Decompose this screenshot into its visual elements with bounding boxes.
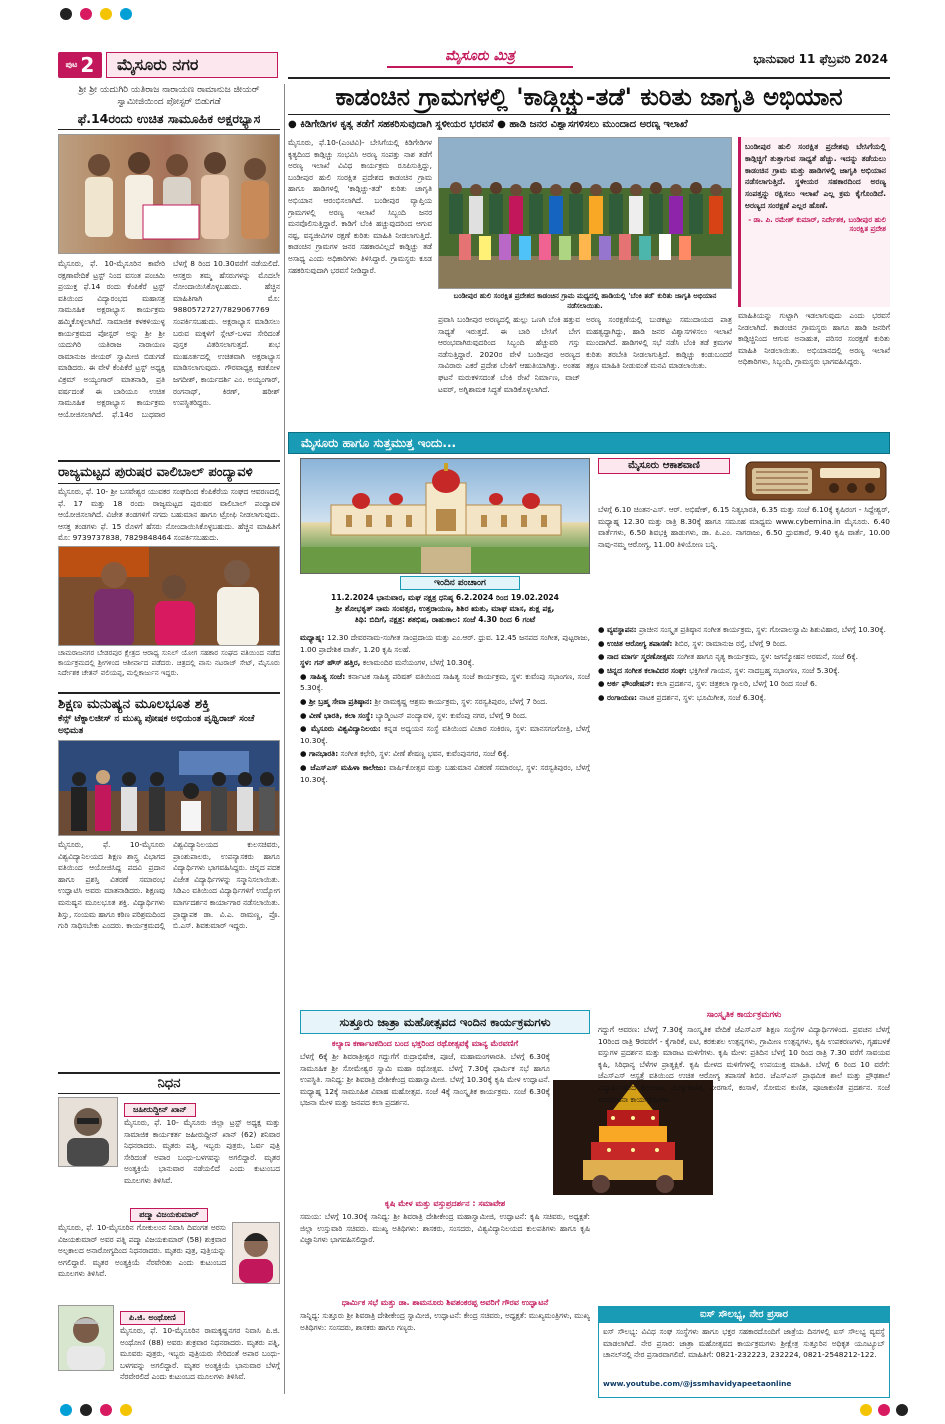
suttur-story-2 [300, 1196, 590, 1394]
event-title: ● ವ್ಯವಸ್ಥಾಪನ: [598, 625, 637, 634]
lead-continued-3: ಮಾಹಿತಿಯನ್ನು ಗುಟ್ಟಾಗಿ ಇಡಲಾಗುವುದು ಎಂದು ಭರವಸೆ ನೀಡಲಾಗಿದೆ. ಕಾಡಂಚಿನ ಗ್ರಾಮಸ್ಥರು ಹಾಗೂ ಹಾಡಿ ಜನರಿಗೆ ಕಾಡ್ಗಿಚ್ಚಿನಿಂದ ಆಗುವ ಅನಾಹುತ, ಪರಿಸರ ಸಂರಕ್ಷಣೆ ಕುರಿತು ಮಾಹಿತಿ ನೀಡಲಾಯಿತು. ಅಭಿಯಾನದಲ್ಲಿ ಅರಣ್ಯ ಇಲಾಖೆ ಅಧಿಕಾರಿಗಳು, ಸಿಬ್ಬಂದಿ, ಗ್ರಾಮಸ್ಥರು ಭಾಗವಹಿಸಿದ್ದರು. [738, 311, 890, 367]
event-title: ● ರಂಗಾಯಣ: [598, 692, 637, 702]
live-broadcast-text: ಐಸ್ ಸೌಲಭ್ಯ: ವಿವಿಧ ಸಂಘ ಸಂಸ್ಥೆಗಳು ಹಾಗೂ ಭಕ್ತರ ಸಹಕಾರದೊಂದಿಗೆ ಜಾತ್ರೆಯ ದಿನಗಳಲ್ಲಿ ಐಸ್ ಸೌಲಭ್ಯ ವ್ಯವಸ್ಥೆ ಮಾಡಲಾಗಿದೆ. ನೇರ ಪ್ರಸಾರ: ಜಾತ್ರಾ ಮಹೋತ್ಸವದ ಕಾರ್ಯಕ್ರಮಗಳು ಶ್ರೀಕ್ಷೇತ್ರ ಸುತ್ತೂರಿನ ಅಧಿಕೃತ ಯೂಟ್ಯೂಬ್ ಚಾನಲ್‌ನಲ್ಲಿ ನೇರ ಪ್ರಸಾರವಾಗಲಿವೆ. ಮಾಹಿತಿಗೆ: 0821-232223, 232224, 0821-2548212-122. [603, 1327, 885, 1360]
registration-mark-icon [60, 8, 72, 20]
obituary-text: ಮೈಸೂರು, ಫೆ. 10-ಮೈಸೂರಿನ ಗೋಕುಲಂನ ನಿವಾಸಿ ದಿವಂಗತ ಅರಸು ವಿಜಯಕುಮಾರ್ ಅವರ ಪತ್ನಿ ಪದ್ಮಾ ವಿಜಯಕುಮಾರ್ (58) ಶುಕ್ರವಾರ ಅಲ್ಪಕಾಲದ ಅನಾರೋಗ್ಯದಿಂದ ನಿಧನರಾದರು. ಮೃತರು ಪುತ್ರ, ಪುತ್ರಿಯನ್ನು ಅಗಲಿದ್ದಾರೆ. ಮೃತರ ಅಂತ್ಯಕ್ರಿಯೆ ನೆರವೇರಿತು ಎಂದು ಕುಟುಂಬದ ಮೂಲಗಳು ತಿಳಿಸಿವೆ. [58, 1223, 226, 1279]
obituary-title: ನಿಧನ [58, 1072, 280, 1094]
obituary-photo [58, 1305, 114, 1371]
obituary-name: ಜಹೀರುದ್ದೀನ್ ಖಾನ್ [124, 1103, 196, 1117]
event-title: ● ನಾದ ಮಾರ್ಗ ಸ್ಮರಣೋತ್ಸವ: [598, 652, 675, 662]
left-column [58, 84, 280, 1395]
events-right-column [598, 624, 890, 1006]
panchanga-details [300, 592, 590, 625]
event-text: ಸಂಗೀತ ಕಛೇರಿ, ಸ್ಥಳ: ವೀಣೆ ಶೇಷಣ್ಣ ಭವನ, ಕುವೆಂಪುನಗರ, ಸಂಜೆ 6ಕ್ಕೆ. [340, 749, 510, 759]
lead-continued-1: ಪ್ರವಾಸಿ ಬಂಡೀಪುರ ಅರಣ್ಯದಲ್ಲಿ ಹುಲ್ಲು ಒಣಗಿ ಬೆಂಕಿ ಹತ್ತುವ ಸಾಧ್ಯತೆ ಇರುತ್ತದೆ. ಈ ಬಾರಿ ಬೇಸಿಗೆ ಬೇಗ ಆರಂಭವಾಗಿರುವುದರಿಂದ ಸಿಬ್ಬಂದಿ ಹೆಚ್ಚುವರಿ ಗಸ್ತು ನಡೆಸುತ್ತಿದ್ದಾರೆ. 2020ರ ವೇಳೆ ಬಂಡೀಪುರ ಅರಣ್ಯದ ಸಾವಿರಾರು ಎಕರೆ ಪ್ರದೇಶ ಬೆಂಕಿಗೆ ಆಹುತಿಯಾಗಿತ್ತು. ಅಂತಹ ಘಟನೆ ಮರುಕಳಿಸದಂತೆ ಬೆಂಕಿ ರೇಖೆ ನಿರ್ಮಾಣ, ವಾಚ್ ಟವರ್, ಅಗ್ನಿಶಾಮಕ ಸಿದ್ಧತೆ ಮಾಡಿಕೊಳ್ಳಲಾಗಿದೆ. [438, 315, 580, 394]
event-text: ಕರ್ನಾಟಕ ಸಾಹಿತ್ಯ ಪರಿಷತ್ ವತಿಯಿಂದ ಸಾಹಿತ್ಯ ಸಂಜೆ ಕಾರ್ಯಕ್ರಮ, ಸ್ಥಳ: ಕುವೆಂಪು ಸಭಾಂಗಣ, ಸಂಜೆ 5.30ಕ್ಕೆ. [300, 671, 590, 693]
suttur-subhead: ಕಲ್ಯಾಣ ಕರ್ಣಾಟಕದಿಂದ ಬಂದ ಭಕ್ತರಿಂದ ರಥೋತ್ಸವಕ್ಕೆ ಮಾನ್ಯ ಮೆರವಣಿಗೆ [331, 1039, 519, 1048]
live-broadcast-title: ಐಸ್ ಸೌಲಭ್ಯ, ನೇರ ಪ್ರಸಾರ [599, 1307, 889, 1323]
lead-photo [438, 137, 732, 289]
event-text: ನಾಟಕ ಪ್ರದರ್ಶನ, ಸ್ಥಳ: ಭೂಮಿಗೀತ, ಸಂಜೆ 6.30ಕ್ಕೆ. [639, 692, 767, 702]
event-text: ಶ್ರೀ ರಾಮಕೃಷ್ಣ ಆಶ್ರಮ ಕಾರ್ಯಕ್ರಮ, ಸ್ಥಳ: ಸರಸ್ವತಿಪುರಂ, ಬೆಳಗ್ಗೆ 7 ರಿಂದ. [374, 696, 548, 706]
akshara-headline: ಫೆ.14ರಂದು ಉಚಿತ ಸಾಮೂಹಿಕ ಅಕ್ಷರಭ್ಯಾಸ [58, 111, 280, 130]
event-item [598, 665, 890, 677]
event-title: ● ಜೆಎಸ್ಎಸ್ ಮಹಿಳಾ ಕಾಲೇಜು: [300, 762, 387, 772]
obituary-photo [232, 1222, 280, 1284]
event-title: ಮಧ್ಯಾಹ್ನ: [300, 633, 325, 642]
registration-mark-icon [878, 1404, 890, 1416]
event-title: ● ಶ್ರೀ ಬ್ರಹ್ಮ ಸೇವಾ ಪ್ರತಿಷ್ಠಾನ: [300, 696, 373, 706]
event-title: ● ಮೈಸೂರು ವಿಶ್ವವಿದ್ಯಾನಿಲಯ: [300, 724, 381, 734]
volleyball-photo-illustration [59, 547, 280, 646]
event-item [598, 692, 890, 704]
obituary-text: ಮೈಸೂರು, ಫೆ. 10- ಮೈಸೂರು ಜಿಲ್ಲಾ ಟ್ರಸ್ಟ್ ಅಧ್ಯಕ್ಷ ಮತ್ತು ಸಾಮಾಜಿಕ ಕಾರ್ಯಕರ್ತ ಜಹೀರುದ್ದೀನ್ ಖಾನ್ (62) ಶನಿವಾರ ನಿಧನರಾದರು. ಮೃತರು ಪತ್ನಿ, ಇಬ್ಬರು ಪುತ್ರರು, ಓರ್ವ ಪುತ್ರಿ ಸೇರಿದಂತೆ ಅಪಾರ ಬಂಧು-ಬಳಗವನ್ನು ಅಗಲಿದ್ದಾರೆ. ಮೃತರ ಅಂತ್ಯಕ್ರಿಯೆ ಭಾನುವಾರ ನಡೆಯಲಿದೆ ಎಂದು ಕುಟುಂಬದ ಮೂಲಗಳು ತಿಳಿಸಿವೆ. [124, 1118, 280, 1185]
event-item [300, 632, 590, 655]
event-title: ● ಉಚಿತ ಆರೋಗ್ಯ ತಪಾಸಣೆ: [598, 638, 673, 648]
event-item [300, 748, 590, 760]
registration-mark-icon [896, 1404, 908, 1416]
event-item [300, 723, 590, 746]
volleyball-body: ಮೈಸೂರು, ಫೆ. 10- ಶ್ರೀ ಬಸವೇಶ್ವರ ಯುವಕರ ಸಂಘದಿಂದ ಕೆಂಪಿಕೆರೆಯ ಸಂಘದ ಆವರಣದಲ್ಲಿ ಫೆ. 17 ಮತ್ತು 18 ರಂದು ರಾಜ್ಯಮಟ್ಟದ ಪುರುಷರ ವಾಲಿಬಾಲ್ ಪಂದ್ಯಾವಳಿ ಆಯೋಜಿಸಲಾಗಿದೆ. ವಿಜೇತ ತಂಡಗಳಿಗೆ ನಗದು ಬಹುಮಾನ ಹಾಗೂ ಟ್ರೋಫಿ ನೀಡಲಾಗುವುದು. ಆಸಕ್ತ ತಂಡಗಳು ಫೆ. 15 ರೊಳಗೆ ಹೆಸರು ನೋಂದಾಯಿಸಿಕೊಳ್ಳಬಹುದು. ಹೆಚ್ಚಿನ ಮಾಹಿತಿಗೆ ಮೊ: 9739737838, 7829848464 ಸಂಪರ್ಕಿಸಬಹುದು. [58, 487, 280, 543]
page-label: ಪುಟ [65, 60, 78, 69]
registration-mark-icon [60, 1404, 72, 1416]
suttur-subhead: ಕೃಷಿ ಮೇಳ ಮತ್ತು ವಸ್ತುಪ್ರದರ್ಶನ : ಸಮಾವೇಶ [384, 1199, 506, 1208]
panchanga-line: ತಿಥಿ: ಬಿದಿಗೆ, ನಕ್ಷತ್ರ: ಶತಭಿಷ, ರಾಹುಕಾಲ: ಸಂಜೆ 4.30 ರಿಂದ 6 ಗಂಟೆ [354, 615, 536, 624]
suttur-story [300, 1036, 550, 1163]
volleyball-photo [58, 546, 280, 646]
event-text: ಬ್ಯಾಡ್ಮಿಂಟನ್ ಪಂದ್ಯಾವಳಿ, ಸ್ಥಳ: ಕುವೆಂಪು ನಗರ, ಬೆಳಗ್ಗೆ 9 ರಿಂದ. [375, 710, 528, 720]
radio-schedule: ಬೆಳಗ್ಗೆ 6.10 ಚಿಂತನ-ಎಸ್. ಆರ್. ಅಭಿಷೇಕ್, 6.15 ನಿತ್ಯಭಾರತಿ, 6.35 ಮತ್ತು ಸಂಜೆ 6.10ಕ್ಕೆ ಕೃಷಿರಂಗ - ಸಿದ್ದೇಶ್ವರ್, ಮಧ್ಯಾಹ್ನ 12.30 ಮತ್ತು ರಾತ್ರಿ 8.30ಕ್ಕೆ ಹಾಗೂ ಸಮೂಹ ಮಾಧ್ಯಮ www.cybemina.in ಮೈಸೂರು. 6.40 ವಾರ್ತೆಗಳು, 6.50 ಶಿವಭಕ್ತಿ ಹಾಡುಗಳು, ಡಾ. ಪಿ.ಎಂ. ನಾಗರಾಜು, 6.50 ಧ್ರುವತಾರೆ, 9.40 ಕೃಷಿ ವಾರ್ತೆ, 10.00 ನಾವು-ನಮ್ಮ ಆರೋಗ್ಯ, 11.00 ತಿಳಿಯೋಣ ಬನ್ನಿ. [598, 505, 890, 549]
event-item [300, 696, 590, 708]
registration-mark-icon [80, 8, 92, 20]
lead-quote-signature: - ಡಾ. ಪಿ. ರಮೇಶ್ ಕುಮಾರ್, ನಿರ್ದೇಶಕ, ಬಂಡೀಪುರ ಹುಲಿ ಸಂರಕ್ಷಿತ ಪ್ರದೇಶ [748, 215, 886, 233]
lead-photo-illustration [439, 138, 732, 289]
dateline: ಭಾನುವಾರ 11 ಫೆಬ್ರವರಿ 2024 [753, 52, 888, 66]
obituary-entry [58, 1305, 280, 1395]
event-text: 12.30 ದೇವರನಾಮ-ಸಂಗೀತ ಸಾಂಪ್ರದಾಯ ಮತ್ತು ಎಂ.ಆರ್. ಧ್ರುವ. 12.45 ಜನಪದ ಸಂಗೀತ, ಪುಟ್ಟರಾಜು, 1.00 ಪ್ರಾದೇಶಿಕ ವಾರ್ತೆ, 1.20 ಕೃಷಿ ಸಲಹೆ. [300, 633, 590, 654]
radio-title: ಮೈಸೂರು ಆಕಾಶವಾಣಿ [598, 458, 730, 474]
event-item [300, 710, 590, 722]
events-left-column [300, 632, 590, 1006]
panchanga-label: ಇಂದಿನ ಪಂಚಾಂಗ [400, 576, 520, 590]
registration-mark-icon [120, 1404, 132, 1416]
lead-headline: ಕಾಡಂಚಿನ ಗ್ರಾಮಗಳಲ್ಲಿ 'ಕಾಡ್ಗಿಚ್ಚು-ತಡೆ' ಕುರಿತು ಜಾಗೃತಿ ಅಭಿಯಾನ [288, 77, 890, 115]
event-item [598, 678, 890, 690]
lead-quote-box [738, 137, 890, 307]
panchanga-line: ಶ್ರೀ ಶೋಭಕೃತ್ ನಾಮ ಸಂವತ್ಸರ, ಉತ್ತರಾಯಣ, ಶಿಶಿರ ಋತು, ಮಾಘ ಮಾಸ, ಶುಕ್ಲ ಪಕ್ಷ, [335, 604, 555, 613]
palace-illustration [301, 459, 590, 574]
education-body: ಮೈಸೂರು, ಫೆ. 10-ಮೈಸೂರು ವಿಶ್ವವಿದ್ಯಾನಿಲಯದ ಶಿಕ್ಷಣ ಶಾಸ್ತ್ರ ವಿಭಾಗದ ವತಿಯಿಂದ ಆಯೋಜಿಸಿದ್ದ ಪದವಿ ಪ್ರದಾನ ಹಾಗೂ ಪ್ರಶಸ್ತಿ ವಿತರಣೆ ಸಮಾರಂಭ ಉದ್ಘಾಟಿಸಿ ಅವರು ಮಾತನಾಡಿದರು. ಶಿಕ್ಷಣವು ಮನುಷ್ಯನ ಮೂಲಭೂತ ಶಕ್ತಿ. ವಿದ್ಯಾರ್ಥಿಗಳು ಶಿಸ್ತು, ಸಂಯಮ ಹಾಗೂ ಕಠಿಣ ಪರಿಶ್ರಮದಿಂದ ಗುರಿ ಸಾಧಿಸಬೇಕು ಎಂದರು. ಕಾರ್ಯಕ್ರಮದಲ್ಲಿ ವಿಶ್ವವಿದ್ಯಾನಿಲಯದ ಕುಲಸಚಿವರು, ಪ್ರಾಂಶುಪಾಲರು, ಉಪನ್ಯಾಸಕರು ಹಾಗೂ ವಿದ್ಯಾರ್ಥಿಗಳು ಭಾಗವಹಿಸಿದ್ದರು. ಚಿನ್ನದ ಪದಕ ವಿಜೇತ ವಿದ್ಯಾರ್ಥಿಗಳನ್ನು ಸನ್ಮಾನಿಸಲಾಯಿತು. ಸಿಡಿಎಂ ವತಿಯಿಂದ ವಿದ್ಯಾರ್ಥಿಗಳಿಗೆ ಉದ್ಯೋಗ ಮಾರ್ಗದರ್ಶನ ಕಾರ್ಯಾಗಾರ ನಡೆಸಲಾಯಿತು. ಪ್ರಾಧ್ಯಾಪಕ ಡಾ. ವಿ.ಎ. ರಾಮಣ್ಣ, ಪ್ರೊ. ಬಿ.ಎಸ್. ಶಿವಕುಮಾರ್ ಇದ್ದರು. [58, 840, 280, 931]
registration-mark-icon [80, 1404, 92, 1416]
event-text: ವಾರ್ಷಿಕೋತ್ಸವ ಮತ್ತು ಬಹುಮಾನ ವಿತರಣೆ ಸಮಾರಂಭ, ಸ್ಥಳ: ಸರಸ್ವತಿಪುರಂ, ಬೆಳಗ್ಗೆ 10.30ಕ್ಕೆ. [300, 762, 590, 784]
event-text: ಪ್ರಾಚೀನ ಸಂಸ್ಕೃತ ಪ್ರತಿಷ್ಠಾನ ಸಂಗೀತ ಕಾರ್ಯಕ್ರಮ, ಸ್ಥಳ: ಗೋಪಾಲಸ್ವಾಮಿ ಶಿಶುವಿಹಾರ, ಬೆಳಗ್ಗೆ 10.30ಕ್ಕೆ. [638, 625, 886, 634]
lead-photo-caption: ಬಂಡೀಪುರ ಹುಲಿ ಸಂರಕ್ಷಿತ ಪ್ರದೇಶದ ಕಾಡಂಚಿನ ಗ್ರಾಮ ಮಧ್ಯದಲ್ಲಿ ಹಾಡಿಯಲ್ಲಿ 'ಬೆಂಕಿ ತಡೆ' ಕುರಿತು ಜಾಗೃತಿ ಅಭಿಯಾನ ನಡೆಸಲಾಯಿತು. [453, 292, 717, 310]
youtube-link[interactable]: www.youtube.com/@jssmhavidyapeetaonline [603, 1379, 792, 1388]
live-broadcast-box [598, 1306, 890, 1398]
event-text: ಶಿಬಿರ, ಸ್ಥಳ: ರಾಮಾನುಜ ರಸ್ತೆ, ಬೆಳಗ್ಗೆ 9 ರಿಂದ. [674, 638, 788, 648]
lead-quote: ಬಂಡೀಪುರ ಹುಲಿ ಸಂರಕ್ಷಿತ ಪ್ರದೇಶವು ಬೇಸಿಗೆಯಲ್ಲಿ ಕಾಡ್ಗಿಚ್ಚಿಗೆ ತುತ್ತಾಗುವ ಸಾಧ್ಯತೆ ಹೆಚ್ಚು. ಇದನ್ನು ತಡೆಯಲು ಕಾಡಂಚಿನ ಗ್ರಾಮ ಮತ್ತು ಹಾಡಿಗಳಲ್ಲಿ ಜಾಗೃತಿ ಅಭಿಯಾನ ನಡೆಸಲಾಗುತ್ತಿದೆ. ಸ್ಥಳೀಯರ ಸಹಕಾರದಿಂದ ಅರಣ್ಯ ಸಂಪತ್ತನ್ನು ರಕ್ಷಿಸಲು ಇಲಾಖೆ ಎಲ್ಲ ಕ್ರಮ ಕೈಗೊಂಡಿದೆ. ಅರಣ್ಯದ ಸಂರಕ್ಷಣೆ ಎಲ್ಲರ ಹೊಣೆ. [745, 142, 886, 210]
obituary-name: ಪಿ.ಜಿ. ಅಂಥೋಣಿ [120, 1311, 185, 1325]
event-item [300, 762, 590, 785]
registration-mark-icon [120, 8, 132, 20]
event-title: ● ಚಿನ್ನದ ಸಂಗೀತ ಕಲಾವಿದರ ಸಂಘ: [598, 665, 687, 675]
event-text: ಕಲಾಮಂದಿರ ಮನೆಯಂಗಳ, ಬೆಳಗ್ಗೆ 10.30ಕ್ಕೆ. [362, 658, 475, 668]
newspaper-name: ಮೈಸೂರು ಮಿತ್ರ [387, 48, 573, 68]
education-photo-illustration [59, 741, 280, 836]
event-item [598, 638, 890, 650]
palace-photo [300, 458, 590, 574]
event-item [300, 657, 590, 669]
registration-mark-icon [860, 1404, 872, 1416]
registration-mark-icon [100, 1404, 112, 1416]
akshara-photo-illustration [59, 135, 280, 254]
event-text: ಸಂಗೀತ ಹಾಗೂ ನೃತ್ಯ ಕಾರ್ಯಕ್ರಮ, ಸ್ಥಳ: ಜಗನ್ಮೋಹನ ಅರಮನೆ, ಸಂಜೆ 6ಕ್ಕೆ. [676, 652, 859, 662]
obituary-text: ಮೈಸೂರು, ಫೆ. 10-ಮೈಸೂರಿನ ರಾಮಕೃಷ್ಣನಗರ ನಿವಾಸಿ ಪಿ.ಜಿ. ಅಂಥೋಣಿ (88) ಅವರು ಶುಕ್ರವಾರ ನಿಧನರಾದರು. ಮೃತರು ಪತ್ನಿ, ಮೂವರು ಪುತ್ರರು, ಇಬ್ಬರು ಪುತ್ರಿಯರು ಸೇರಿದಂತೆ ಅಪಾರ ಬಂಧು-ಬಳಗವನ್ನು ಅಗಲಿದ್ದಾರೆ. ಮೃತರ ಅಂತ್ಯಕ್ರಿಯೆ ಭಾನುವಾರ ಬೆಳಗ್ಗೆ ನೆರವೇರಲಿದೆ ಎಂದು ಕುಟುಂಬದ ಮೂಲಗಳು ತಿಳಿಸಿವೆ. [120, 1326, 280, 1382]
programs-headline: ಸಾಂಸ್ಕೃತಿಕ ಕಾರ್ಯಕ್ರಮಗಳು [706, 1010, 782, 1020]
page-number-badge [58, 52, 102, 78]
obituary-photo [58, 1097, 118, 1167]
today-section-band: ಮೈಸೂರು ಹಾಗೂ ಸುತ್ತಮುತ್ತ ಇಂದು... [288, 432, 890, 454]
education-headline: ಶಿಕ್ಷಣ ಮನುಷ್ಯನ ಮೂಲಭೂತ ಶಕ್ತಿ [58, 692, 280, 713]
section-title: ಮೈಸೂರು ನಗರ [106, 52, 278, 78]
suttur-subhead: ಧಾರ್ಮಿಕ ಸಭೆ ಮತ್ತು ಡಾ. ಶಾಮನೂರು ಶಿವಶಂಕರಪ್ಪ ಅವರಿಗೆ ಗೌರವ ಉದ್ಘಾಟನೆ [341, 1298, 549, 1307]
volleyball-headline: ರಾಜ್ಯಮಟ್ಟದ ಪುರುಷರ ವಾಲಿಬಾಲ್ ಪಂದ್ಯಾವಳಿ [58, 460, 280, 484]
programs-body: ಗದ್ದುಗೆ ಆವರಣ: ಬೆಳಗ್ಗೆ 7.30ಕ್ಕೆ ಸಾಂಸ್ಕೃತಿಕ ವೇದಿಕೆ ಜೆಎಸ್ಎಸ್ ಶಿಕ್ಷಣ ಸಂಸ್ಥೆಗಳ ವಿದ್ಯಾರ್ಥಿಗಳಿಂದ. ಪ್ರವಚನ ಬೆಳಗ್ಗೆ 10ರಿಂದ ರಾತ್ರಿ 9ರವರೆಗೆ - ಕೈಗಾರಿಕೆ, ಐಟಿ, ಕರಕುಶಲ ಉತ್ಪನ್ನಗಳು, ಗ್ರಾಮೀಣ ಉತ್ಪನ್ನಗಳು, ಕೃಷಿ ಉಪಕರಣಗಳು, ಗೃಹಬಳಕೆ ವಸ್ತುಗಳ ಪ್ರದರ್ಶನ ಮತ್ತು ಮಾರಾಟ ಮಳಿಗೆಗಳು. ಕೃಷಿ ಮೇಳ: ಪ್ರತಿದಿನ ಬೆಳಗ್ಗೆ 10 ರಿಂದ ರಾತ್ರಿ 7.30 ವರೆಗೆ ಸಾವಯವ ಕೃಷಿ, ಸಿರಿಧಾನ್ಯ ಬೆಳೆಗಳ ಪ್ರಾತ್ಯಕ್ಷಿಕೆ. ಕೃಷಿ ಮೇಳದ ಮಳಿಗೆಗಳಲ್ಲಿ ಉಪಯುಕ್ತ ಮಾಹಿತಿ. ಬೆಳಗ್ಗೆ 6 ರಿಂದ 10 ವರೆಗೆ: ಜೆಎಸ್ಎಸ್ ಆಸ್ಪತ್ರೆ ವತಿಯಿಂದ ಉಚಿತ ಆರೋಗ್ಯ ತಪಾಸಣೆ ಶಿಬಿರ. ಜೆಎಸ್ಎಸ್ ಪ್ರಾಥಮಿಕ ಶಾಲೆ ಮತ್ತು ಪ್ರೌಢಶಾಲೆ ವಿದ್ಯಾರ್ಥಿಗಳಿಂದ ಕೋಲಾಟ, ಡೊಳ್ಳುಕುಣಿತ, ವೀರಗಾಸೆ, ಕಂಸಾಳೆ, ಸೋಮನ ಕುಣಿತ, ಪೂಜಾಕುಣಿತ ಪ್ರದರ್ಶನ. ಸಂಜೆ ಮನರಂಜನಾ ಕಾರ್ಯಕ್ರಮಗಳು. [598, 1025, 890, 1104]
event-title: ● ವೀಣೆ ಭಾರತಿ, ಕಲಾ ಸಂಸ್ಥೆ: [300, 710, 374, 720]
page-number: 2 [80, 53, 95, 77]
event-text: ಕಲಾ ಪ್ರದರ್ಶನ, ಸ್ಥಳ: ಚಿತ್ರಕಲಾ ಗ್ಯಾಲರಿ, ಬೆಳಗ್ಗೆ 10 ರಿಂದ ಸಂಜೆ 6. [656, 679, 818, 689]
volleyball-caption: ಚಾಮರಾಜನಗರ ಬೇಡರಪುರ ಕ್ಷೇತ್ರದ ಆರಾಧ್ಯ ಸುನಿಲ್ ಯೋಗ ಸಹಕಾರ ಸಂಘದ ವತಿಯಿಂದ ನಡೆದ ಕಾರ್ಯಕ್ರಮದಲ್ಲಿ ಶ್ರೀಗಳಿಂದ ಆಶೀರ್ವಾದ ಪಡೆದರು. ಚಿತ್ರದಲ್ಲಿ ವಾಸು ನಟರಾಜ್ ಸೇಟ್, ಮೈಸೂರು ನಿರ್ದೇಶಕ ಚೇತನ್ ವಲಿಯಪ್ಪ, ಮಲ್ಲಿಕಾರ್ಜುನ ಇದ್ದರು. [58, 649, 280, 677]
column-divider [284, 84, 285, 1394]
lead-continued-2: ಅರಣ್ಯ ಸಂರಕ್ಷಣೆಯಲ್ಲಿ ಬುಡಕಟ್ಟು ಸಮುದಾಯದ ಪಾತ್ರ ಮಹತ್ವದ್ದಾಗಿದ್ದು, ಹಾಡಿ ಜನರ ವಿಶ್ವಾಸಗಳಿಸಲು ಇಲಾಖೆ ಮುಂದಾಗಿದೆ. ಹಾಡಿಗಳಲ್ಲಿ ಸಭೆ ನಡೆಸಿ ಬೆಂಕಿ ತಡೆ ಕ್ರಮಗಳ ಕುರಿತು ತರಬೇತಿ ನೀಡಲಾಗುತ್ತಿದೆ. ಕಾಡ್ಗಿಚ್ಚು ಕಂಡುಬಂದರೆ ತಕ್ಷಣ ಮಾಹಿತಿ ನೀಡುವಂತೆ ಮನವಿ ಮಾಡಲಾಯಿತು. [586, 315, 732, 371]
suttur-headline: ಸುತ್ತೂರು ಜಾತ್ರಾ ಮಹೋತ್ಸವದ ಇಂದಿನ ಕಾರ್ಯಕ್ರಮಗಳು [300, 1010, 590, 1034]
lead-body: ಮೈಸೂರು, ಫೆ.10-(ಎಂಟಿವಿ)- ಬೇಸಿಗೆಯಲ್ಲಿ ಕಿಡಿಗೇಡಿಗಳ ಕೃತ್ಯದಿಂದ ಕಾಡ್ಗಿಚ್ಚು ಸಂಭವಿಸಿ ಅರಣ್ಯ ಸಂಪತ್ತು ನಾಶ ತಡೆಗೆ ಅರಣ್ಯ ಇಲಾಖೆ ವಿವಿಧ ಕಾರ್ಯಕ್ರಮ ರೂಪಿಸುತ್ತಿದ್ದು, ಬಂಡೀಪುರ ಹುಲಿ ಸಂರಕ್ಷಿತ ಪ್ರದೇಶದ ಕಾಡಂಚಿನ ಗ್ರಾಮ ಹಾಗೂ ಹಾಡಿಗಳಲ್ಲಿ 'ಕಾಡ್ಗಿಚ್ಚು-ತಡೆ' ಕುರಿತು ಜಾಗೃತಿ ಅಭಿಯಾನ ಆರಂಭಿಸಲಾಗಿದೆ. ಬಂಡೀಪುರ ವ್ಯಾಪ್ತಿಯ ಗ್ರಾಮಗಳಲ್ಲಿ ಅರಣ್ಯ ಇಲಾಖೆ ಸಿಬ್ಬಂದಿ ಜನರ ಮನವೊಲಿಸುತ್ತಿದ್ದಾರೆ. ಕಾಡಿಗೆ ಬೆಂಕಿ ಹಚ್ಚುವುದರಿಂದ ಆಗುವ ನಷ್ಟ, ವನ್ಯಜೀವಿಗಳ ರಕ್ಷಣೆ ಕುರಿತು ಮಾಹಿತಿ ನೀಡಲಾಗುತ್ತಿದೆ. ಕಾಡಂಚಿನ ಗ್ರಾಮಗಳ ಜನರ ಸಹಕಾರವಿಲ್ಲದೆ ಕಾಡ್ಗಿಚ್ಚು ತಡೆ ಅಸಾಧ್ಯ ಎಂದು ಅಧಿಕಾರಿಗಳು ತಿಳಿಸಿದ್ದಾರೆ. ಗ್ರಾಮಸ್ಥರು ಕೂಡ ಸಹಕರಿಸುವುದಾಗಿ ಭರವಸೆ ನೀಡಿದ್ದಾರೆ. [288, 138, 432, 275]
registration-mark-icon [100, 8, 112, 20]
lead-deck: ● ಕಿಡಿಗೇಡಿಗಳ ಕೃತ್ಯ ತಡೆಗೆ ಸಹಕರಿಸುವುದಾಗಿ ಸ್ಥಳೀಯರ ಭರವಸೆ ● ಹಾಡಿ ಜನರ ವಿಶ್ವಾಸಗಳಿಸಲು ಮುಂದಾದ ಅರಣ್ಯ ಇಲಾಖೆ [288, 119, 688, 130]
akshara-kicker: ಶ್ರೀ ಶ್ರೀ ಯದುಗಿರಿ ಯತಿರಾಜ ನಾರಾಯಣ ರಾಮಾನುಜ ಜೀಯರ್ ಸ್ವಾಮೀಜಿಯಿಂದ ಪೋಸ್ಟರ್ ಬಿಡುಗಡೆ [78, 85, 260, 107]
education-photo [58, 740, 280, 836]
radio-icon [742, 458, 890, 502]
panchanga-line: 11.2.2024 ಭಾನುವಾರ, ಮಘ ನಕ್ಷತ್ರ ಧನಿಷ್ಠ 6.2.2024 ರಿಂದ 19.02.2024 [331, 593, 559, 602]
event-text: ಕನ್ನಡ ಅಧ್ಯಯನ ಸಂಸ್ಥೆ ವತಿಯಿಂದ ವಿಚಾರ ಸಂಕಿರಣ, ಸ್ಥಳ: ಮಾನಸಗಂಗೋತ್ರಿ, ಬೆಳಗ್ಗೆ 10.30ಕ್ಕೆ. [300, 724, 590, 745]
akshara-photo [58, 134, 280, 254]
suttur-body: ಸಮಯ: ಬೆಳಗ್ಗೆ 10.30ಕ್ಕೆ ಸಾನಿಧ್ಯ: ಶ್ರೀ ಶಿವರಾತ್ರಿ ದೇಶೀಕೇಂದ್ರ ಮಹಾಸ್ವಾಮೀಜಿ, ಉದ್ಘಾಟನೆ: ಕೃಷಿ ಸಚಿವರು, ಅಧ್ಯಕ್ಷತೆ: ಜಿಲ್ಲಾ ಉಸ್ತುವಾರಿ ಸಚಿವರು. ಮುಖ್ಯ ಅತಿಥಿಗಳು: ಶಾಸಕರು, ಸಂಸದರು, ವಿಶ್ವವಿದ್ಯಾನಿಲಯದ ಕುಲಪತಿಗಳು ಹಾಗೂ ಕೃಷಿ ವಿಜ್ಞಾನಿಗಳು ಭಾಗವಹಿಸಲಿದ್ದಾರೆ. [300, 1212, 590, 1245]
event-item [598, 624, 890, 636]
event-item [300, 671, 590, 694]
event-item [598, 651, 890, 663]
event-title: ಸ್ಥಳ: ಗನ್ ಹೌಸ್ ಹತ್ತಿರ, [300, 658, 361, 668]
obituary-name: ಪದ್ಮಾ ವಿಜಯಕುಮಾರ್ [130, 1208, 208, 1222]
suttur-body: ಬೆಳಗ್ಗೆ 6ಕ್ಕೆ ಶ್ರೀ ಶಿವರಾತ್ರೀಶ್ವರ ಗದ್ದುಗೆಗೆ ರುದ್ರಾಭಿಷೇಕ, ಪೂಜೆ, ಮಹಾಮಂಗಳಾರತಿ. ಬೆಳಗ್ಗೆ 6.30ಕ್ಕೆ ಸಾಮೂಹಿಕ ಶ್ರೀ ಸೋಮೇಶ್ವರ ಸ್ವಾಮಿ ಮಹಾ ರಥೋತ್ಸವ. ಬೆಳಗ್ಗೆ 7.30ಕ್ಕೆ ಧಾರ್ಮಿಕ ಸಭೆ ಹಾಗೂ ಉಪಸ್ಥಿತಿ. ಸಾನಿಧ್ಯ: ಶ್ರೀ ಶಿವರಾತ್ರಿ ದೇಶೀಕೇಂದ್ರ ಮಹಾಸ್ವಾಮೀಜಿ. ಬೆಳಗ್ಗೆ 10.30ಕ್ಕೆ ಕೃಷಿ ಮೇಳ ಉದ್ಘಾಟನೆ. ಮಧ್ಯಾಹ್ನ 12ಕ್ಕೆ ಸಾಮೂಹಿಕ ವಿವಾಹ ಮಹೋತ್ಸವ. ಸಂಜೆ 4ಕ್ಕೆ ಸಾಂಸ್ಕೃತಿಕ ಕಾರ್ಯಕ್ರಮ. ಸಂಜೆ 6.30ಕ್ಕೆ ಭಜನಾ ಮೇಳ ಮತ್ತು ಜನಪದ ಕಲಾ ಪ್ರದರ್ಶನ. [300, 1052, 550, 1108]
suttur-body: ಸಾನ್ನಿಧ್ಯ: ಸುತ್ತೂರು ಶ್ರೀ ಶಿವರಾತ್ರಿ ದೇಶೀಕೇಂದ್ರ ಸ್ವಾಮೀಜಿ, ಉದ್ಘಾಟನೆ: ಕೇಂದ್ರ ಸಚಿವರು, ಅಧ್ಯಕ್ಷತೆ: ಮುಖ್ಯಮಂತ್ರಿಗಳು, ಮುಖ್ಯ ಅತಿಥಿಗಳು: ಸಂಸದರು, ಶಾಸಕರು ಹಾಗೂ ಗಣ್ಯರು. [300, 1311, 590, 1332]
akshara-body: ಮೈಸೂರು, ಫೆ. 10-ಮೈಸೂರಿನ ಕಾವೇರಿ ರಕ್ಷಣಾವೇದಿಕೆ ಟ್ರಸ್ಟ್ ನಿಂದ ವಸಂತ ಪಂಚಮಿ ಪ್ರಯುಕ್ತ ಫೆ.14 ರಂದು ಕೆಂಪಿಕೆರೆ ಟ್ರಸ್ಟ್ ವತಿಯಿಂದ ವಿದ್ಯಾರಂಭದ ಮಹಾಸತ್ರ ಸಾಮೂಹಿಕ ಅಕ್ಷರಾಭ್ಯಾಸ ಕಾರ್ಯಕ್ರಮ ಹಮ್ಮಿಕೊಳ್ಳಲಾಗಿದೆ. ಸಾಮಾಜಿಕ ಕಳಕಳಿಯುಳ್ಳ ಕಾರ್ಯಕ್ರಮದ ಪೋಸ್ಟರ್ ಅನ್ನು ಶ್ರೀ ಶ್ರೀ ಯದುಗಿರಿ ಯತಿರಾಜ ನಾರಾಯಣ ರಾಮಾನುಜ ಜೀಯರ್ ಸ್ವಾಮೀಜಿ ಬಿಡುಗಡೆ ಮಾಡಿದರು. ಈ ವೇಳೆ ಕೆಂಪಿಕೆರೆ ಟ್ರಸ್ಟ್ ಅಧ್ಯಕ್ಷ ವಿಕ್ರಮ್ ಅಯ್ಯಂಗಾರ್ ಮಾತನಾಡಿ, ಪ್ರತಿ ವರ್ಷದಂತೆ ಈ ಬಾರಿಯೂ ಉಚಿತ ಸಾಮೂಹಿಕ ಅಕ್ಷರಾಭ್ಯಾಸ ಕಾರ್ಯಕ್ರಮ ಆಯೋಜಿಸಲಾಗಿದೆ. ಫೆ.14ರ ಬುಧವಾರ ಬೆಳಗ್ಗೆ 8 ರಿಂದ 10.30ವರೆಗೆ ನಡೆಯಲಿದೆ. ಆಸಕ್ತರು ತಮ್ಮ ಹೆಸರುಗಳನ್ನು ಮೊದಲೇ ನೋಂದಾಯಿಸಿಕೊಳ್ಳಬಹುದು. ಹೆಚ್ಚಿನ ಮಾಹಿತಿಗಾಗಿ ಮೊ: 9880572727/7829067769 ಸಂಪರ್ಕಿಸಬಹುದು. ಅಕ್ಷರಾಭ್ಯಾಸ ಮಾಡಿಸಲು ಬರುವ ಮಕ್ಕಳಿಗೆ ಸ್ಲೇಟ್-ಬಳಪ ಸೇರಿದಂತೆ ಪುಸ್ತಕ ವಿತರಿಸಲಾಗುತ್ತದೆ. ಶುಭ ಮುಹೂರ್ತದಲ್ಲಿ ಉಚಿತವಾಗಿ ಅಕ್ಷರಾಭ್ಯಾಸ ಮಾಡಿಸಲಾಗುವುದು. ಗೌರವಾಧ್ಯಕ್ಷ ಕಡಕೋಳ ಜಗದೀಶ್, ಕಾರ್ಯದರ್ಶಿ ಎಂ. ಅಯ್ಯಂಗಾರ್, ರಂಗನಾಥ್, ಕಿರಣ್, ಹರೀಶ್ ಉಪಸ್ಥಿತರಿದ್ದರು. [58, 259, 280, 419]
event-text: ಭಕ್ತಿಗೀತೆ ಗಾಯನ, ಸ್ಥಳ: ನಾದಬ್ರಹ್ಮ ಸಭಾಂಗಣ, ಸಂಜೆ 5.30ಕ್ಕೆ. [689, 665, 840, 675]
event-title: ● ಅರ್ಕ ಫೌಂಡೇಷನ್: [598, 679, 654, 689]
event-title: ● ಸಾಹಿತ್ಯ ಸಂಜೆ: [300, 671, 346, 681]
obituary-entry [58, 1097, 280, 1199]
obituary-entry [58, 1202, 280, 1302]
event-title: ● ಗಾನಭಾರತಿ: [300, 749, 339, 759]
education-kicker: ಕೆನ್ಸ್ ಟೆಕ್ನಾಲಜೀಸ್ ನ ಮುಖ್ಯ ಪೋಷಕ ಅಭಿಯಂತ ಪೃಥ್ವಿರಾಜ್ ಸಂಚೆ ಅಭಿಮತ [58, 714, 255, 736]
